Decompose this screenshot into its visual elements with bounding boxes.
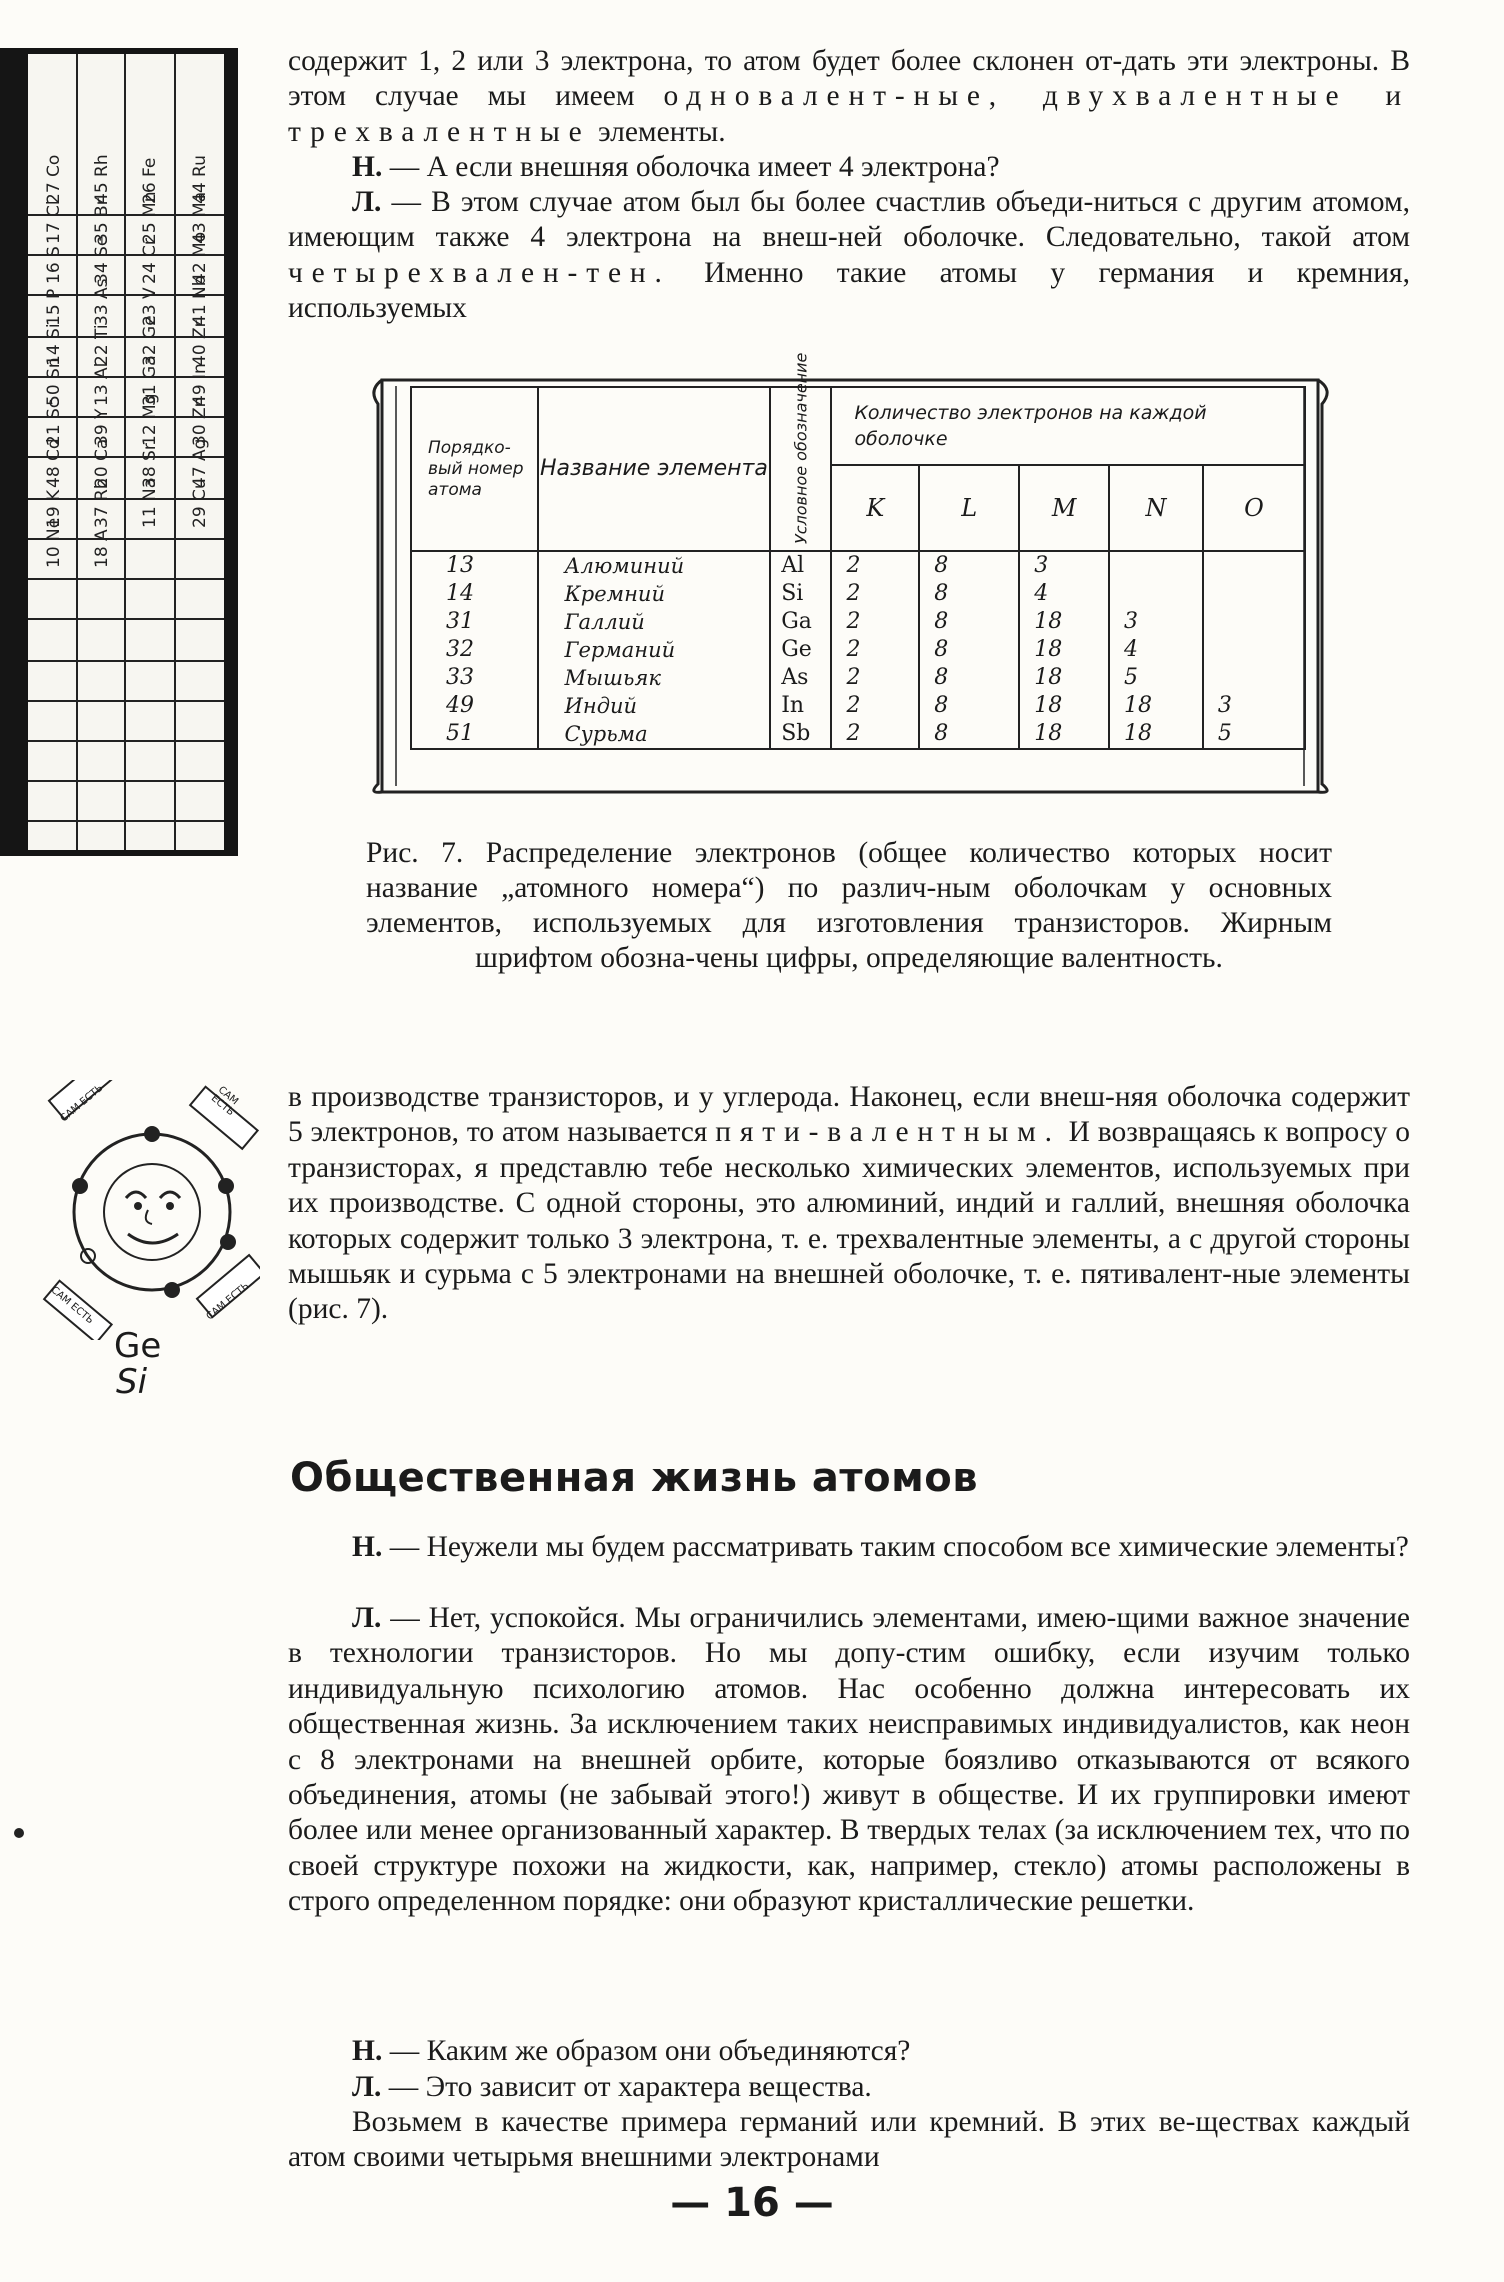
cell-num: 49 (446, 693, 474, 718)
cell-m: 4 (1034, 581, 1049, 606)
cell-n (1124, 580, 1202, 608)
cell-k: 2 (846, 637, 861, 662)
strip-element-label: 42 Mo (190, 231, 210, 284)
cell-o (1218, 636, 1304, 664)
cell-n: 18 (1124, 721, 1152, 746)
cell-m: 18 (1034, 637, 1063, 662)
cell-k: 2 (846, 609, 861, 634)
electron-shell-table-figure (370, 352, 1330, 800)
cell-num: 31 (446, 609, 474, 634)
cell-l: 8 (934, 693, 949, 718)
cell-o (1218, 552, 1304, 580)
table-body (411, 551, 1305, 749)
figure-caption: Рис. 7. Распределение электронов (общее количество которых носит название „атомного номера“) по различ-ным оболочкам у основных элементов, используемых для изготовления транзисторов. Жирным шрифтом обозна-чены цифры, определяющие валентность. (366, 837, 1332, 974)
header-symbol (770, 352, 831, 551)
strip-element-label: 32 Ge (140, 315, 160, 366)
dialogue-n2 (288, 1530, 1410, 1565)
last-paragraph: Возьмем в качестве примера германий или кремний. В этих ве-ществах каждый атом своими четырьмя внешними электронами (288, 2106, 1410, 2174)
dialogue-l1 (288, 185, 1410, 327)
speaker-label: Л. (352, 186, 382, 218)
cell-num: 13 (446, 553, 474, 578)
cell-o (1218, 664, 1304, 692)
ge-label: Ge (114, 1326, 162, 1366)
strip-element-label: 44 Ru (190, 155, 210, 204)
dialogue-text-end: Именно такие атомы у германия и кремния, используемых (288, 256, 1410, 325)
cell-name: Германий (564, 638, 676, 662)
speaker-label: Н. (352, 2035, 383, 2067)
cell-l: 8 (934, 581, 949, 606)
sign-label: САМ ЕСТЬ (208, 1084, 241, 1119)
dialogue-text: — Нет, успокойся. Мы ограничились элементами, имею-щими важное значение в технологии транзисторов. Но мы допу-стим ошибку, если изучим только индивидуальную психологию атомов. Нас особенно должна интересовать их общественная жизнь. За исключением таких неисправимых индивидуалистов, как неон с 8 электронами на внешней орбите, которые боязливо отказываются от всякого объединения, атомы (не забывай этого!) живут в обществе. И их группировки имеют более или менее организованный характер. В твердых телах (за исключением тех, что по своей структуре похожи на жидкости, как, например, стекло) атомы расположены в строго определенном порядке: они образуют кристаллические решетки. (288, 1602, 1411, 1918)
cell-name: Индий (564, 694, 638, 718)
dialogue-text: — Неужели мы будем рассматривать таким способом все химические элементы? (389, 1531, 1409, 1563)
cell-num: 33 (446, 665, 474, 690)
strip-element-label: 27 Co (44, 154, 64, 204)
strip-element-label: 49 In (190, 363, 210, 406)
top-text-spaced: одновалент-ные, двухвалентные и трехвалентные (288, 80, 1410, 148)
dialogue-n3 (288, 2034, 1410, 2069)
cell-o (1218, 580, 1304, 608)
table-column-n (1109, 551, 1203, 749)
cell-n (1124, 552, 1202, 580)
dialogue-l2 (288, 1601, 1410, 1920)
cell-sym: Sb (781, 721, 811, 746)
cell-m: 18 (1034, 609, 1063, 634)
sign-label: САМ ЕСТЬ (58, 1082, 106, 1125)
strip-element-label: 35 Br (92, 198, 112, 244)
cell-name: Галлий (564, 610, 645, 634)
table-row (411, 551, 1305, 749)
strip-element-label: 26 Fe (140, 157, 160, 204)
cell-m: 3 (1034, 553, 1049, 578)
strip-element-label: 21 Sc (44, 398, 64, 446)
strip-element-label: 50 Sn (44, 357, 64, 406)
strip-element-label: 30 Zn (190, 396, 210, 446)
cell-o (1218, 608, 1304, 636)
header-name: Название элемента (538, 387, 771, 551)
table-column-num (411, 551, 538, 749)
strip-element-label: 22 Ti (92, 324, 112, 366)
cell-o: 5 (1217, 721, 1232, 746)
middle-text: в производстве транзисторов, и у углерода. Наконец, если внеш-няя оболочка содержит 5 электронов, то атом называется (288, 1081, 1410, 1149)
cell-k: 2 (846, 581, 861, 606)
strip-element-label: 20 Ca (92, 438, 112, 488)
periodic-strip-paper (28, 54, 224, 850)
shell-header-o: O (1203, 465, 1305, 551)
dialogue-text: — В этом случае атом был бы более счастлив объеди-ниться с другим атомом, имеющим также 4 электрона на внеш-ней оболочке. Следовательно, такой атом (288, 186, 1410, 254)
strip-element-label: 29 Cu (190, 478, 210, 528)
strip-element-label: 18 A (92, 529, 112, 568)
shell-header-m: M (1019, 465, 1109, 551)
table-column-m (1019, 551, 1109, 749)
middle-text-spaced: пяти-валентным. (715, 1116, 1061, 1149)
table-column-sym (770, 551, 831, 749)
cell-n: 3 (1124, 609, 1138, 634)
table-column-l (919, 551, 1019, 749)
shell-header-n: N (1109, 465, 1203, 551)
strip-element-label: 11 Na (140, 477, 160, 528)
strip-element-label: 10 Ne (44, 517, 64, 568)
speaker-label: Л. (352, 2071, 382, 2103)
cell-num: 32 (446, 637, 474, 662)
cell-num: 51 (446, 721, 474, 746)
strip-element-label: 16 S (44, 246, 64, 284)
cell-name: Мышьяк (564, 666, 661, 690)
strip-element-label: 31 Ga (140, 355, 160, 406)
strip-element-label: 24 Cr (140, 238, 160, 284)
cell-k: 2 (846, 693, 861, 718)
strip-element-label: 14 Si (44, 323, 64, 366)
shell-header-k: K (831, 465, 919, 551)
cell-k: 2 (846, 665, 861, 690)
periodic-strip-illustration (0, 48, 238, 856)
cell-l: 8 (934, 609, 949, 634)
dialogue-text-spaced: четырехвален-тен. (288, 256, 671, 289)
dialogue-n1 (288, 150, 1410, 185)
strip-element-label: 37 Rb (92, 478, 112, 528)
cell-name: Сурьма (564, 722, 648, 746)
dialogue-l3 (288, 2070, 1410, 2105)
cell-n: 18 (1124, 693, 1152, 718)
top-text-part: содержит 1, 2 или 3 электрона, то атом будет более склонен от-дать эти электроны. В этом случае мы имеем (288, 45, 1410, 113)
cell-m: 18 (1034, 721, 1063, 746)
table-column-name (538, 551, 771, 749)
cell-n: 5 (1124, 665, 1138, 690)
table-column-k (831, 551, 919, 749)
top-text-end: элементы. (597, 115, 726, 148)
strip-element-label: 38 Sr (140, 443, 160, 488)
cell-n: 4 (1124, 637, 1138, 662)
strip-element-label: 47 Ag (190, 438, 210, 488)
cell-k: 2 (846, 553, 861, 578)
cell-sym: Ge (781, 637, 812, 662)
strip-element-label: 19 K (44, 489, 64, 528)
speaker-label: Л. (352, 1602, 382, 1634)
header-number: Порядко-вый номер атома (411, 387, 538, 551)
cell-m: 18 (1034, 693, 1063, 718)
cell-m: 18 (1034, 665, 1063, 690)
cell-sym: Al (781, 553, 805, 578)
speaker-label: Н. (352, 1531, 383, 1563)
margin-dot (14, 1828, 24, 1838)
section-title: Общественная жизнь атомов (290, 1455, 979, 1501)
electron-table (410, 352, 1306, 750)
middle-paragraph (288, 1080, 1410, 1328)
strip-element-label: 33 As (92, 278, 112, 326)
cell-sym: Si (781, 581, 804, 606)
sign-label: САМ ЕСТЬ (204, 1280, 252, 1323)
table-column-o (1203, 551, 1305, 749)
shell-header-l: L (919, 465, 1019, 551)
strip-element-label: 25 Mn (140, 191, 160, 244)
cell-name: Алюминий (564, 554, 685, 578)
page-number: — 16 — (670, 2180, 834, 2226)
dialogue-text: — Каким же образом они объединяются? (389, 2035, 911, 2067)
cell-sym: In (781, 693, 805, 718)
middle-text-end: И возвращаясь к вопросу о транзисторах, я представлю тебе несколько химических элементов, используемых при их производстве. С одной стороны, это алюминий, индий и галлий, внешняя оболочка которых содержит только 3 электрона, т. е. трехвалентные элементы, а с другой стороны мышьяк и сурьма с 5 электронами на внешней оболочке, т. е. пятивалент-ные элементы (рис. 7). (288, 1116, 1411, 1326)
strip-element-label: 17 Cl (44, 200, 64, 244)
strip-element-label: 45 Rh (92, 154, 112, 204)
cell-sym: As (781, 665, 809, 690)
dialogue-text: — Это зависит от характера вещества. (388, 2071, 872, 2103)
atom-character-illustration (30, 1080, 260, 1410)
cell-l: 8 (934, 637, 949, 662)
strip-element-label: 48 Cd (44, 438, 64, 488)
strip-element-label: 43 Ma (190, 191, 210, 244)
cell-name: Кремний (564, 582, 665, 606)
cell-k: 2 (846, 721, 861, 746)
strip-element-label: 13 Al (92, 362, 112, 406)
cell-l: 8 (934, 721, 949, 746)
strip-element-label: 12 Mg (140, 393, 160, 446)
sign-label: САМ ЕСТЬ (48, 1284, 96, 1327)
cell-l: 8 (934, 665, 949, 690)
cell-sym: Ga (781, 609, 812, 634)
strip-element-label: 39 Y (92, 408, 112, 446)
top-paragraph (288, 44, 1410, 150)
cell-o: 3 (1217, 693, 1232, 718)
strip-element-label: 15 P (44, 288, 64, 326)
cell-l: 8 (934, 553, 949, 578)
strip-element-label: 41 Nb (190, 275, 210, 326)
strip-element-label: 23 V (140, 287, 160, 326)
strip-element-label: 34 Se (92, 235, 112, 284)
dialogue-text: — А если внешняя оболочка имеет 4 электрона? (389, 151, 1000, 183)
header-symbol-text: Условное обозначение (791, 352, 811, 544)
strip-element-label: 40 Zr (190, 320, 210, 366)
speaker-label: Н. (352, 151, 383, 183)
si-label: Si (116, 1362, 148, 1402)
header-shells: Количество электронов на каждой оболочке (831, 387, 1305, 465)
cell-num: 14 (446, 581, 474, 606)
